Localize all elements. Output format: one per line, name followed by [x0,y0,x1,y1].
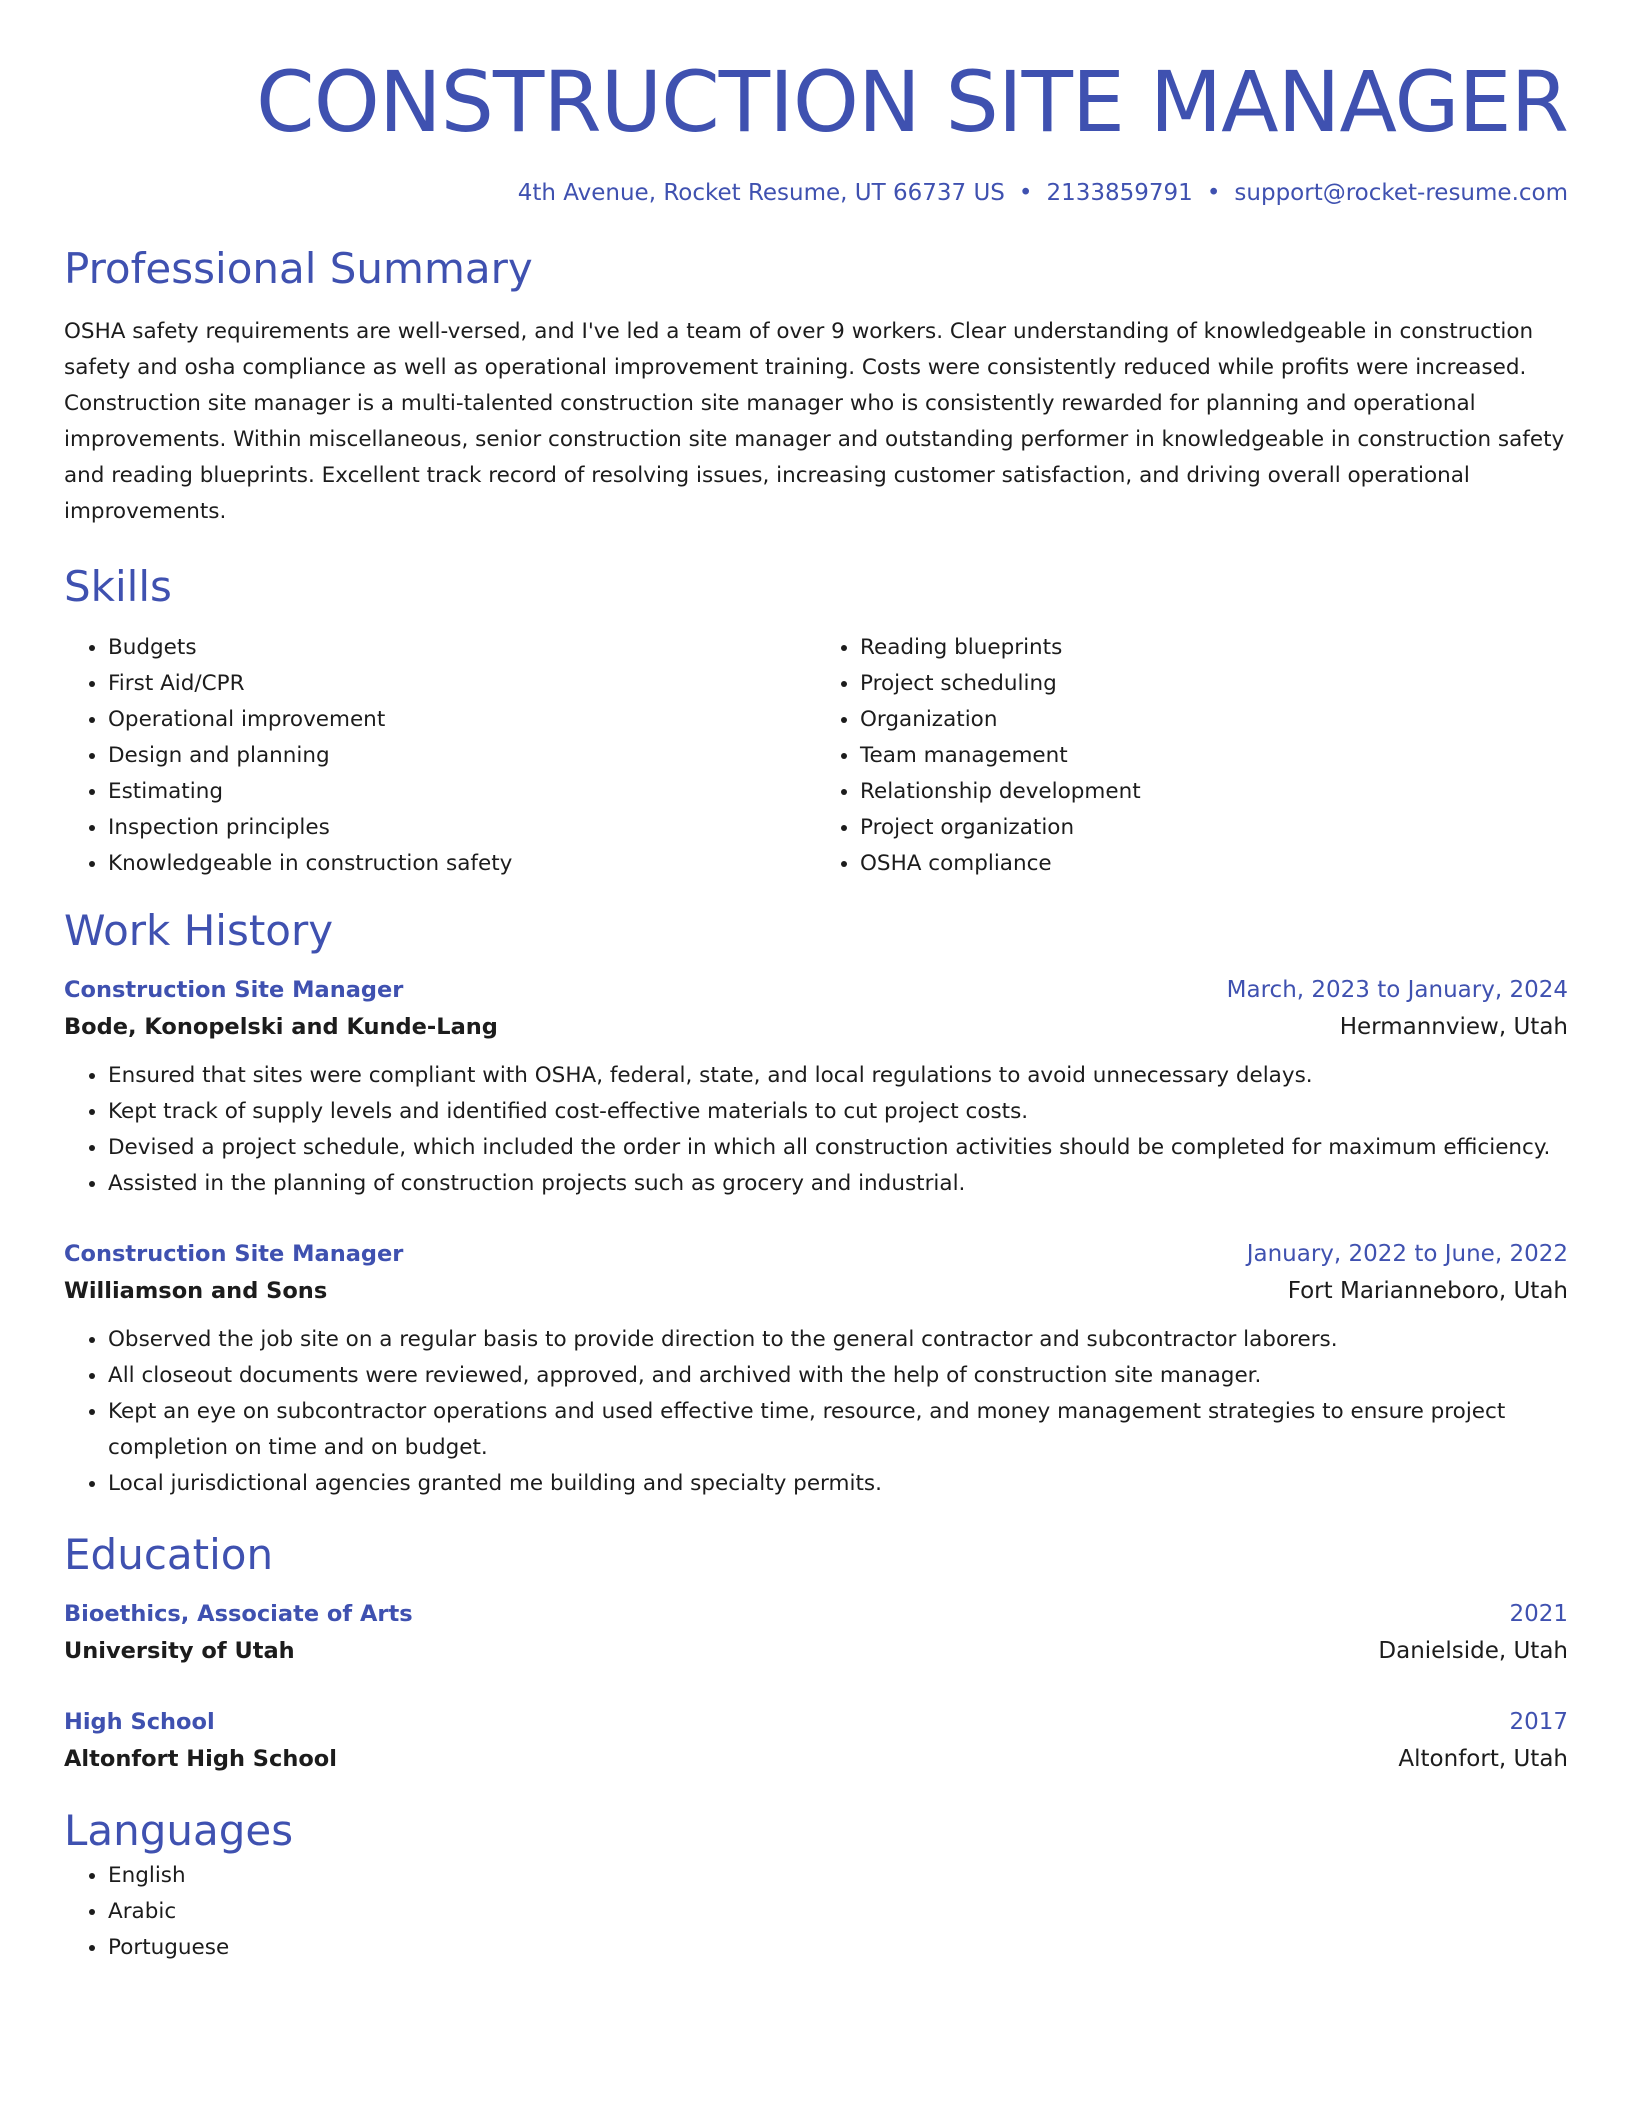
skills-column-left [64,630,816,882]
job-header-row [64,1236,1568,1272]
job-company-row [64,1272,1568,1310]
section-heading-skills: Skills [64,562,172,611]
job-dates: March, 2023 to January, 2024 [1226,977,1568,1003]
skill-item: • Project organization [860,810,1568,846]
language-item: • English [108,1858,1568,1894]
job-duty-item: • Kept an eye on subcontractor operations and used effective time, resource, and money management strategies to ensure project completion on time and on budget. [108,1394,1568,1466]
skill-item: • Relationship development [860,774,1568,810]
job-company: Williamson and Sons [64,1278,328,1304]
job-duty-item: • Devised a project schedule, which included the order in which all construction activities should be completed for maximum efficiency. [108,1130,1568,1166]
job-location: Fort Marianneboro, Utah [1287,1278,1568,1304]
languages-list [64,1858,1568,1966]
skill-item: • Team management [860,738,1568,774]
contact-line [64,178,1568,208]
education-degree: High School [64,1709,215,1735]
skill-item: • Operational improvement [108,702,816,738]
job-entry [64,972,1568,1202]
job-title: Construction Site Manager [64,977,404,1003]
job-company-row [64,1008,1568,1046]
skills-list-right [816,630,1568,882]
skills-section [64,560,1568,882]
language-item: • Portuguese [108,1930,1568,1966]
education-school: Altonfort High School [64,1746,337,1772]
contact-separator: • [1018,180,1033,206]
job-duty-item: • Observed the job site on a regular basis to provide direction to the general contractor and subcontractor laborers. [108,1322,1568,1358]
education-entry [64,1704,1568,1778]
languages-section [64,1804,1568,1966]
job-header-row [64,972,1568,1008]
section-heading-education: Education [64,1530,274,1579]
skill-item: • Budgets [108,630,816,666]
job-location: Hermannview, Utah [1339,1014,1568,1040]
education-location: Danielside, Utah [1378,1638,1568,1664]
skill-item: • Knowledgeable in construction safety [108,846,816,882]
job-title: Construction Site Manager [64,1241,404,1267]
skill-item: • Estimating [108,774,816,810]
education-school-row [64,1632,1568,1670]
summary-text: OSHA safety requirements are well-versed, and I've led a team of over 9 workers. Clear understanding of knowledgeable in construction safety and osha compliance as well as operational improvement training. Costs were consistently reduced while profits were increased. Construction site manager is a multi-talented construction site manager who is consistently rewarded for planning and operational improvements. Within miscellaneous, senior construction site manager and outstanding performer in knowledgeable in construction safety and reading blueprints. Excellent track record of resolving issues, increasing customer satisfaction, and driving overall operational improvements. [64,319,1565,524]
education-degree: Bioethics, Associate of Arts [64,1601,413,1627]
skills-column-right [816,630,1568,882]
resume-title: CONSTRUCTION SITE MANAGER [256,53,1568,151]
skills-list-left [64,630,816,882]
job-duties-list [64,1322,1568,1502]
skill-item: • Inspection principles [108,810,816,846]
education-location: Altonfort, Utah [1398,1746,1568,1772]
contact-phone: 2133859791 [1046,180,1193,206]
work-history-section [64,904,1568,1502]
job-duty-item: • Ensured that sites were compliant with OSHA, federal, state, and local regulations to avoid unnecessary delays. [108,1058,1568,1094]
education-year: 2021 [1509,1601,1568,1627]
job-duty-item: • Kept track of supply levels and identified cost-effective materials to cut project costs. [108,1094,1568,1130]
job-duty-item: • All closeout documents were reviewed, approved, and archived with the help of construction site manager. [108,1358,1568,1394]
job-duty-item: • Local jurisdictional agencies granted me building and specialty permits. [108,1466,1568,1502]
education-school: University of Utah [64,1638,295,1664]
job-duties-list [64,1058,1568,1202]
education-header-row [64,1596,1568,1632]
section-heading-work-history: Work History [64,906,334,955]
job-duty-item: • Assisted in the planning of construction projects such as grocery and industrial. [108,1166,1568,1202]
section-heading-summary: Professional Summary [64,244,533,293]
summary-section [64,242,1568,530]
contact-address: 4th Avenue, Rocket Resume, UT 66737 US [517,180,1005,206]
job-dates: January, 2022 to June, 2022 [1246,1241,1568,1267]
skill-item: • Organization [860,702,1568,738]
job-entry [64,1236,1568,1502]
skill-item: • OSHA compliance [860,846,1568,882]
education-year: 2017 [1509,1709,1568,1735]
education-school-row [64,1740,1568,1778]
skill-item: • Reading blueprints [860,630,1568,666]
skills-grid [64,630,1568,882]
skill-item: • Design and planning [108,738,816,774]
job-company: Bode, Konopelski and Kunde-Lang [64,1014,498,1040]
education-section [64,1528,1568,1778]
contact-email: support@rocket-resume.com [1234,180,1568,206]
skill-item: • Project scheduling [860,666,1568,702]
education-header-row [64,1704,1568,1740]
skill-item: • First Aid/CPR [108,666,816,702]
contact-separator: • [1206,180,1221,206]
section-heading-languages: Languages [64,1806,294,1855]
resume-header [64,52,1568,208]
education-entry [64,1596,1568,1670]
language-item: • Arabic [108,1894,1568,1930]
